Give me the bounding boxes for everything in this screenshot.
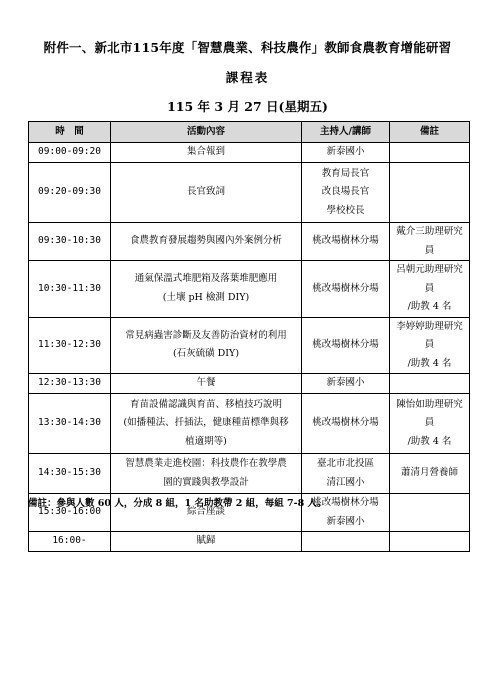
table-row	[29, 261, 470, 318]
time-cell: 16:00-	[29, 532, 111, 552]
table-row	[29, 223, 470, 261]
note-cell-line: /助教 4 名	[407, 357, 452, 369]
table-row	[29, 374, 470, 394]
schedule-body	[29, 143, 470, 552]
activity-cell-line: 通氣保溫式堆肥箱及落葉堆肥應用	[134, 273, 278, 285]
note-cell	[390, 494, 470, 532]
footnote: 備註：參與人數 60 人，分成 8 組，1 名助教帶 2 組，每組 7-8 人。	[28, 498, 327, 509]
activity-cell	[111, 261, 302, 318]
activity-cell	[111, 163, 302, 223]
time-cell: 11:30-12:30	[29, 317, 111, 374]
time-cell: 10:30-11:30	[29, 261, 111, 318]
table-row	[29, 163, 470, 223]
note-cell	[390, 261, 470, 318]
note-cell	[390, 223, 470, 261]
note-cell	[390, 394, 470, 454]
time-cell: 13:30-14:30	[29, 394, 111, 454]
activity-cell-line: (如播種法、扦插法，健康種苗標準與移	[123, 417, 289, 429]
table-row	[29, 394, 470, 454]
activity-cell	[111, 454, 302, 494]
host-cell-line: 桃改場樹林分場	[312, 417, 379, 429]
activity-cell-line: 智慧農業走進校園：科技農作在教學農	[125, 458, 287, 470]
table-header-row	[29, 122, 470, 143]
host-cell	[302, 163, 390, 223]
host-cell-line: 教育局長官	[321, 167, 370, 179]
time-cell: 09:00-09:20	[29, 143, 111, 163]
event-date: 115 年 3 月 27 日(星期五)	[167, 99, 328, 114]
activity-cell-line: 園的實踐與教學設計	[163, 476, 249, 488]
note-cell	[390, 163, 470, 223]
schedule-table	[28, 121, 470, 552]
note-cell-line: 呂朝元助理研究員	[396, 264, 463, 294]
activity-cell-line: 午餐	[196, 377, 216, 389]
activity-cell-line: (石灰硫磺 DIY)	[172, 348, 240, 360]
time-cell: 09:30-10:30	[29, 223, 111, 261]
host-cell-line: 桃改場樹林分場	[312, 235, 379, 247]
activity-cell-line: 綜合座談	[186, 506, 225, 518]
note-cell	[390, 532, 470, 552]
activity-cell	[111, 394, 302, 454]
activity-cell	[111, 532, 302, 552]
activity-cell	[111, 143, 302, 163]
column-header-note: 備註	[390, 122, 470, 143]
note-cell-line: 蕭清月營養師	[400, 467, 458, 479]
time-cell: 09:20-09:30	[29, 163, 111, 223]
host-cell	[302, 374, 390, 394]
host-cell-line: 桃改場樹林分場	[312, 497, 379, 509]
column-header-activity: 活動內容	[111, 122, 302, 143]
activity-cell	[111, 374, 302, 394]
activity-cell	[111, 317, 302, 374]
activity-cell-line: 常見病蟲害診斷及友善防治資材的利用	[125, 329, 287, 341]
host-cell-line: 桃改場樹林分場	[312, 339, 379, 351]
table-row	[29, 454, 470, 494]
host-cell-line: 臺北市北投區	[316, 458, 374, 470]
activity-cell-line: (土壤 pH 檢測 DIY)	[162, 291, 250, 303]
table-row	[29, 532, 470, 552]
note-cell	[390, 317, 470, 374]
note-cell-line: /助教 4 名	[407, 435, 452, 447]
activity-cell	[111, 223, 302, 261]
document-title: 附件一、新北市115年度「智慧農業、科技農作」教師食農教育增能研習	[43, 40, 452, 55]
table-row	[29, 317, 470, 374]
time-cell: 14:30-15:30	[29, 454, 111, 494]
activity-cell-line: 長官致詞	[186, 186, 225, 198]
host-cell	[302, 532, 390, 552]
activity-cell-line: 集合報到	[186, 146, 225, 158]
host-cell	[302, 317, 390, 374]
activity-cell-line: 食農教育發展趨勢與國內外案例分析	[129, 235, 282, 247]
column-header-time: 時 間	[29, 122, 111, 143]
host-cell-line: 改良場長官	[321, 186, 370, 198]
column-header-host: 主持人/講師	[302, 122, 390, 143]
host-cell-line: 學校校長	[326, 204, 365, 216]
note-cell-line: 李婷婷助理研究員	[396, 320, 463, 351]
activity-cell-line: 賦歸	[196, 535, 216, 547]
activity-cell-line: 植適期等)	[185, 435, 227, 447]
time-cell: 12:30-13:30	[29, 374, 111, 394]
host-cell-line: 新泰國小	[326, 515, 365, 527]
note-cell-line: 戴介三助理研究員	[396, 226, 463, 256]
host-cell-line: 桃改場樹林分場	[312, 282, 379, 294]
note-cell-line: /助教 4 名	[407, 301, 452, 313]
host-cell-line: 新泰國小	[326, 377, 365, 389]
host-cell	[302, 394, 390, 454]
host-cell	[302, 223, 390, 261]
table-row	[29, 143, 470, 163]
host-cell	[302, 143, 390, 163]
host-cell	[302, 261, 390, 318]
host-cell-line: 清江國小	[326, 476, 365, 488]
note-cell	[390, 454, 470, 494]
host-cell	[302, 454, 390, 494]
host-cell-line: 新泰國小	[326, 146, 365, 158]
time-cell: 15:30-16:00	[29, 494, 111, 532]
note-cell	[390, 143, 470, 163]
document-subtitle: 課程表	[225, 70, 270, 85]
note-cell-line: 陳怡如助理研究員	[396, 398, 463, 429]
note-cell	[390, 374, 470, 394]
activity-cell-line: 育苗設備認識與育苗、移植技巧說明	[129, 398, 282, 410]
